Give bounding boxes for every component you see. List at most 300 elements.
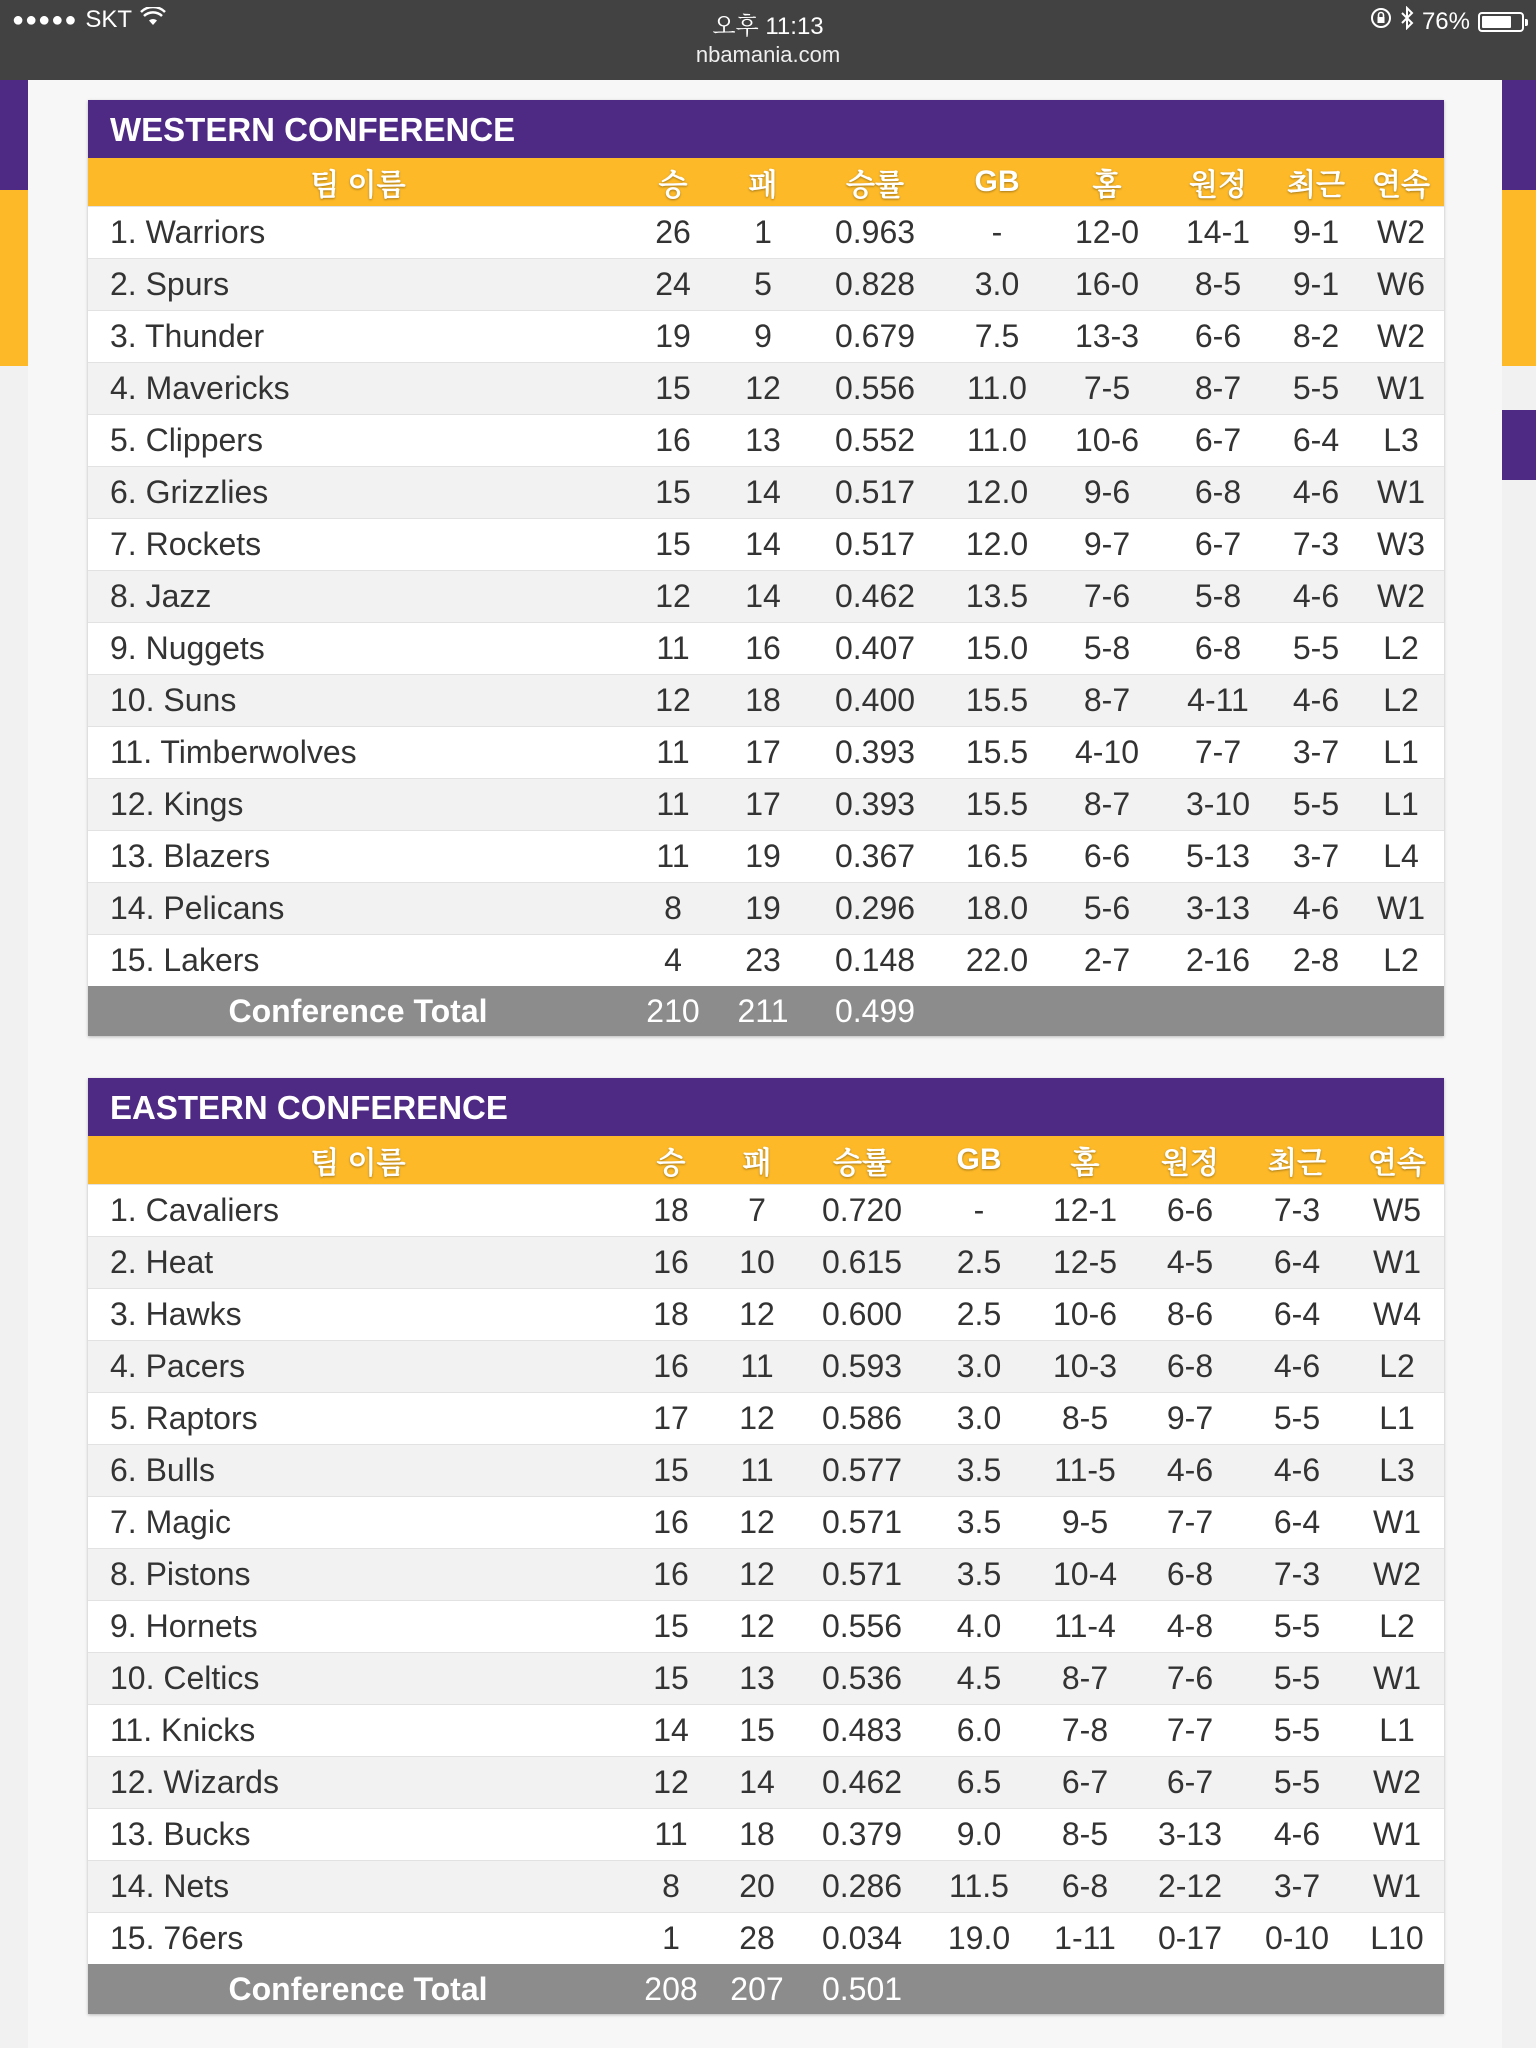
games-behind: 13.5	[965, 577, 1029, 614]
bluetooth-icon	[1400, 6, 1414, 37]
win-pct: 0.536	[821, 1659, 903, 1696]
away-record: 4-6	[1166, 1451, 1214, 1488]
eastern-total-row	[88, 1964, 1444, 2014]
team-name[interactable]: 14. Pelicans	[110, 889, 285, 926]
losses: 9	[754, 317, 772, 354]
losses: 16	[745, 629, 781, 666]
away-record: 0-17	[1157, 1919, 1223, 1956]
total-losses: 207	[730, 1970, 784, 2007]
last-10: 7-3	[1273, 1191, 1321, 1228]
games-behind: 15.5	[965, 785, 1029, 822]
win-pct: 0.462	[834, 577, 916, 614]
wins: 12	[655, 681, 691, 718]
team-row[interactable]	[88, 1704, 1444, 1756]
wins: 11	[654, 1815, 688, 1852]
last-10: 6-4	[1273, 1295, 1321, 1332]
games-behind: 2.5	[956, 1243, 1002, 1280]
away-record: 7-6	[1166, 1659, 1214, 1696]
team-row[interactable]	[88, 1652, 1444, 1704]
team-row[interactable]	[88, 1548, 1444, 1600]
home-record: 7-6	[1083, 577, 1131, 614]
status-bar	[0, 0, 1536, 80]
wins: 1	[662, 1919, 680, 1956]
header-streak[interactable]: 연속	[1372, 168, 1430, 202]
header-home[interactable]: 홈	[1070, 1146, 1100, 1180]
team-name[interactable]: 6. Grizzlies	[110, 473, 269, 510]
home-record: 5-8	[1083, 629, 1131, 666]
streak: L1	[1383, 785, 1419, 822]
battery-percent: 76%	[1421, 7, 1470, 35]
header-streak[interactable]: 연속	[1368, 1146, 1426, 1180]
total-win-pct: 0.499	[834, 992, 916, 1029]
header-wins[interactable]: 승	[658, 168, 688, 202]
games-behind: 3.5	[956, 1451, 1002, 1488]
header-losses[interactable]: 패	[748, 168, 778, 202]
team-name[interactable]: 3. Thunder	[110, 317, 265, 354]
losses: 20	[739, 1867, 775, 1904]
games-behind: 2.5	[956, 1295, 1002, 1332]
last-10: 4-6	[1273, 1347, 1321, 1384]
total-losses: 211	[737, 992, 789, 1029]
team-name[interactable]: 15. 76ers	[110, 1919, 244, 1956]
losses: 12	[739, 1399, 775, 1436]
wins: 16	[655, 421, 691, 458]
team-name[interactable]: 9. Hornets	[110, 1607, 258, 1644]
games-behind: 16.5	[965, 837, 1029, 874]
away-record: 4-11	[1187, 681, 1249, 718]
total-label: Conference Total	[228, 1970, 488, 2007]
away-record: 7-7	[1194, 733, 1242, 770]
away-record: 2-16	[1185, 941, 1251, 978]
last-10: 7-3	[1273, 1555, 1321, 1592]
team-name[interactable]: 3. Hawks	[110, 1295, 242, 1332]
streak: L1	[1383, 733, 1419, 770]
team-row[interactable]	[88, 1288, 1444, 1340]
win-pct: 0.963	[834, 213, 916, 250]
wins: 15	[655, 369, 691, 406]
win-pct: 0.517	[834, 525, 916, 562]
streak: W5	[1373, 1191, 1421, 1228]
win-pct: 0.407	[834, 629, 916, 666]
home-record: 5-6	[1083, 889, 1131, 926]
win-pct: 0.593	[821, 1347, 903, 1384]
team-name[interactable]: 5. Raptors	[110, 1399, 258, 1436]
losses: 13	[745, 421, 781, 458]
team-name[interactable]: 2. Spurs	[110, 265, 230, 302]
streak: L1	[1379, 1399, 1415, 1436]
away-record: 14-1	[1185, 213, 1251, 250]
home-record: 6-7	[1061, 1763, 1109, 1800]
games-behind: 19.0	[947, 1919, 1011, 1956]
home-record: 7-8	[1061, 1711, 1109, 1748]
win-pct: 0.571	[821, 1503, 903, 1540]
win-pct: 0.600	[821, 1295, 903, 1332]
western-standings-body	[88, 206, 1444, 986]
away-record: 3-10	[1185, 785, 1251, 822]
games-behind: 11.0	[967, 369, 1027, 406]
away-record: 8-6	[1166, 1295, 1214, 1332]
losses: 1	[754, 213, 772, 250]
losses: 12	[739, 1295, 775, 1332]
wins: 18	[653, 1191, 689, 1228]
losses: 15	[739, 1711, 775, 1748]
team-name[interactable]: 1. Warriors	[110, 213, 266, 250]
streak: W1	[1377, 889, 1425, 926]
streak: W2	[1377, 317, 1425, 354]
losses: 12	[739, 1607, 775, 1644]
home-record: 2-7	[1083, 941, 1131, 978]
streak: L3	[1383, 421, 1419, 458]
home-record: 8-5	[1061, 1815, 1109, 1852]
team-name[interactable]: 11. Timberwolves	[110, 733, 357, 770]
team-row[interactable]	[88, 1756, 1444, 1808]
last-10: 4-6	[1292, 889, 1340, 926]
home-record: 11-4	[1054, 1607, 1116, 1644]
streak: W2	[1377, 577, 1425, 614]
team-name[interactable]: 7. Rockets	[110, 525, 262, 562]
win-pct: 0.586	[821, 1399, 903, 1436]
last-10: 5-5	[1292, 785, 1340, 822]
total-win-pct: 0.501	[821, 1970, 903, 2007]
last-10: 8-2	[1292, 317, 1340, 354]
away-record: 6-8	[1166, 1347, 1214, 1384]
team-row[interactable]	[88, 1392, 1444, 1444]
team-row[interactable]	[88, 1184, 1444, 1236]
streak: W1	[1373, 1867, 1421, 1904]
wins: 11	[656, 837, 690, 874]
header-win-pct[interactable]: 승률	[833, 1146, 891, 1180]
team-name[interactable]: 13. Blazers	[110, 837, 271, 874]
team-name[interactable]: 7. Magic	[110, 1503, 231, 1540]
team-row[interactable]	[88, 310, 1444, 362]
away-record: 6-8	[1194, 473, 1242, 510]
team-name[interactable]: 10. Suns	[110, 681, 237, 718]
away-record: 8-5	[1194, 265, 1242, 302]
team-row[interactable]	[88, 362, 1444, 414]
streak: W1	[1373, 1503, 1421, 1540]
team-name[interactable]: 8. Jazz	[110, 577, 212, 614]
games-behind: 12.0	[965, 525, 1029, 562]
header-home[interactable]: 홈	[1092, 168, 1122, 202]
team-row[interactable]	[88, 1236, 1444, 1288]
total-wins: 210	[646, 992, 700, 1029]
wins: 8	[664, 889, 682, 926]
team-row[interactable]	[88, 466, 1444, 518]
team-row[interactable]	[88, 1808, 1444, 1860]
away-record: 4-8	[1166, 1607, 1214, 1644]
header-last10[interactable]: 최근	[1287, 168, 1345, 202]
western-conference-title: WESTERN CONFERENCE	[88, 100, 1444, 158]
home-record: 6-8	[1061, 1867, 1109, 1904]
losses: 11	[740, 1451, 774, 1488]
total-label: Conference Total	[228, 992, 488, 1029]
wins: 12	[655, 577, 691, 614]
win-pct: 0.552	[834, 421, 916, 458]
header-win-pct[interactable]: 승률	[846, 168, 904, 202]
streak: L1	[1379, 1711, 1415, 1748]
team-name[interactable]: 4. Mavericks	[110, 369, 290, 406]
header-gb[interactable]: GB	[956, 1142, 1002, 1176]
team-name[interactable]: 11. Knicks	[110, 1711, 256, 1748]
win-pct: 0.720	[821, 1191, 903, 1228]
last-10: 3-7	[1292, 733, 1340, 770]
away-record: 6-6	[1194, 317, 1242, 354]
last-10: 6-4	[1292, 421, 1340, 458]
team-name[interactable]: 1. Cavaliers	[110, 1191, 279, 1228]
win-pct: 0.571	[821, 1555, 903, 1592]
header-away[interactable]: 원정	[1161, 1146, 1219, 1180]
win-pct: 0.034	[821, 1919, 903, 1956]
wins: 15	[653, 1659, 689, 1696]
team-row[interactable]	[88, 518, 1444, 570]
last-10: 5-5	[1273, 1399, 1321, 1436]
last-10: 7-3	[1292, 525, 1340, 562]
last-10: 5-5	[1292, 629, 1340, 666]
away-record: 6-7	[1166, 1763, 1214, 1800]
streak: L2	[1383, 629, 1419, 666]
away-record: 3-13	[1185, 889, 1251, 926]
team-row[interactable]	[88, 1496, 1444, 1548]
header-team[interactable]: 팀 이름	[310, 1146, 406, 1180]
losses: 13	[739, 1659, 775, 1696]
away-record: 4-5	[1166, 1243, 1214, 1280]
team-name[interactable]: 13. Bucks	[110, 1815, 251, 1852]
header-row	[88, 158, 1444, 206]
streak: W1	[1373, 1815, 1421, 1852]
team-name[interactable]: 8. Pistons	[110, 1555, 251, 1592]
home-record: 8-7	[1083, 681, 1131, 718]
team-row[interactable]	[88, 778, 1444, 830]
games-behind: 22.0	[965, 941, 1029, 978]
team-name[interactable]: 5. Clippers	[110, 421, 263, 458]
losses: 12	[745, 369, 781, 406]
games-behind: 18.0	[965, 889, 1029, 926]
win-pct: 0.296	[834, 889, 916, 926]
team-row[interactable]	[88, 1600, 1444, 1652]
header-row	[88, 1136, 1444, 1184]
losses: 5	[754, 265, 772, 302]
wins: 17	[653, 1399, 689, 1436]
away-record: 8-7	[1194, 369, 1242, 406]
wins: 8	[662, 1867, 680, 1904]
home-record: 8-7	[1083, 785, 1131, 822]
home-record: 10-6	[1052, 1295, 1118, 1332]
team-row[interactable]	[88, 726, 1444, 778]
team-name[interactable]: 4. Pacers	[110, 1347, 246, 1384]
losses: 14	[745, 525, 781, 562]
home-record: 13-3	[1074, 317, 1140, 354]
home-record: 12-5	[1052, 1243, 1118, 1280]
games-behind: 15.5	[965, 733, 1029, 770]
win-pct: 0.379	[821, 1815, 903, 1852]
rotation-lock-icon	[1370, 7, 1392, 36]
win-pct: 0.615	[821, 1243, 903, 1280]
home-record: 9-5	[1061, 1503, 1109, 1540]
team-row[interactable]	[88, 934, 1444, 986]
games-behind: 4.0	[956, 1607, 1002, 1644]
games-behind: 9.0	[956, 1815, 1002, 1852]
losses: 18	[739, 1815, 775, 1852]
western-total-row	[88, 986, 1444, 1036]
team-name[interactable]: 6. Bulls	[110, 1451, 215, 1488]
last-10: 5-5	[1292, 369, 1340, 406]
team-name[interactable]: 15. Lakers	[110, 941, 260, 978]
losses: 10	[739, 1243, 775, 1280]
team-row[interactable]	[88, 258, 1444, 310]
losses: 23	[745, 941, 781, 978]
team-row[interactable]	[88, 882, 1444, 934]
home-record: 4-10	[1074, 733, 1140, 770]
streak: L2	[1383, 941, 1419, 978]
wins: 15	[655, 525, 691, 562]
win-pct: 0.148	[834, 941, 916, 978]
eastern-conference-table	[88, 1078, 1444, 2014]
status-right	[1370, 6, 1524, 37]
streak: L2	[1383, 681, 1419, 718]
wins: 11	[656, 629, 690, 666]
games-behind: 15.0	[965, 629, 1029, 666]
header-away[interactable]: 원정	[1189, 168, 1247, 202]
games-behind: 4.5	[956, 1659, 1002, 1696]
header-last10[interactable]: 최근	[1268, 1146, 1326, 1180]
last-10: 4-6	[1292, 577, 1340, 614]
losses: 19	[745, 837, 781, 874]
games-behind: 6.0	[956, 1711, 1002, 1748]
games-behind: 7.5	[974, 317, 1020, 354]
wins: 19	[655, 317, 691, 354]
wins: 16	[653, 1347, 689, 1384]
streak: W2	[1373, 1763, 1421, 1800]
last-10: 9-1	[1292, 213, 1340, 250]
team-name[interactable]: 14. Nets	[110, 1867, 230, 1904]
eastern-standings-body	[88, 1184, 1444, 1964]
losses: 19	[745, 889, 781, 926]
away-record: 5-13	[1185, 837, 1251, 874]
last-10: 5-5	[1273, 1607, 1321, 1644]
last-10: 9-1	[1292, 265, 1340, 302]
losses: 14	[739, 1763, 775, 1800]
carrier-label: SKT	[85, 6, 133, 33]
home-record: 10-3	[1052, 1347, 1118, 1384]
address-bar-url[interactable]: nbamania.com	[695, 42, 841, 67]
team-name[interactable]: 12. Kings	[110, 785, 244, 822]
wins: 11	[656, 733, 690, 770]
team-row[interactable]	[88, 206, 1444, 258]
streak: W1	[1377, 473, 1425, 510]
losses: 17	[745, 785, 781, 822]
losses: 18	[745, 681, 781, 718]
win-pct: 0.286	[821, 1867, 903, 1904]
last-10: 0-10	[1264, 1919, 1330, 1956]
losses: 14	[745, 473, 781, 510]
team-row[interactable]	[88, 1860, 1444, 1912]
last-10: 5-5	[1273, 1711, 1321, 1748]
games-behind: 3.0	[974, 265, 1020, 302]
away-record: 6-8	[1166, 1555, 1214, 1592]
team-name[interactable]: 12. Wizards	[110, 1763, 279, 1800]
win-pct: 0.679	[834, 317, 916, 354]
total-wins: 208	[644, 1970, 698, 2007]
games-behind: -	[991, 213, 1003, 250]
streak: W2	[1373, 1555, 1421, 1592]
streak: L3	[1379, 1451, 1415, 1488]
away-record: 6-8	[1194, 629, 1242, 666]
last-10: 4-6	[1273, 1815, 1321, 1852]
games-behind: 3.0	[956, 1399, 1002, 1436]
team-row[interactable]	[88, 414, 1444, 466]
team-row[interactable]	[88, 1912, 1444, 1964]
losses: 17	[745, 733, 781, 770]
team-name[interactable]: 2. Heat	[110, 1243, 214, 1280]
header-team[interactable]: 팀 이름	[310, 168, 406, 202]
streak: W3	[1377, 525, 1425, 562]
header-losses[interactable]: 패	[742, 1146, 772, 1180]
clock: 오후 11:13	[712, 13, 824, 40]
battery-fill	[1482, 16, 1511, 28]
wins: 16	[653, 1243, 689, 1280]
streak: W1	[1373, 1659, 1421, 1696]
away-record: 5-8	[1194, 577, 1242, 614]
team-row[interactable]	[88, 830, 1444, 882]
games-behind: 3.5	[956, 1503, 1002, 1540]
last-10: 4-6	[1292, 681, 1340, 718]
win-pct: 0.556	[821, 1607, 903, 1644]
last-10: 4-6	[1292, 473, 1340, 510]
streak: L2	[1379, 1347, 1415, 1384]
team-row[interactable]	[88, 1444, 1444, 1496]
losses: 12	[739, 1555, 775, 1592]
games-behind: 11.5	[949, 1867, 1009, 1904]
team-row[interactable]	[88, 1340, 1444, 1392]
signal-strength-icon: ●●●●●	[12, 8, 78, 31]
home-record: 8-5	[1061, 1399, 1109, 1436]
team-name[interactable]: 10. Celtics	[110, 1659, 260, 1696]
games-behind: 3.5	[956, 1555, 1002, 1592]
team-name[interactable]: 9. Nuggets	[110, 629, 265, 666]
streak: L10	[1370, 1919, 1424, 1956]
losses: 12	[739, 1503, 775, 1540]
team-row[interactable]	[88, 570, 1444, 622]
last-10: 6-4	[1273, 1243, 1321, 1280]
wins: 11	[656, 785, 690, 822]
home-record: 10-6	[1074, 421, 1140, 458]
last-10: 2-8	[1292, 941, 1340, 978]
header-gb[interactable]: GB	[974, 164, 1020, 198]
away-record: 6-7	[1194, 421, 1242, 458]
last-10: 5-5	[1273, 1659, 1321, 1696]
win-pct: 0.556	[834, 369, 916, 406]
streak: W1	[1377, 369, 1425, 406]
away-record: 7-7	[1166, 1711, 1214, 1748]
home-record: 11-5	[1054, 1451, 1116, 1488]
last-10: 5-5	[1273, 1763, 1321, 1800]
wins: 16	[653, 1503, 689, 1540]
header-wins[interactable]: 승	[656, 1146, 686, 1180]
win-pct: 0.517	[834, 473, 916, 510]
team-row[interactable]	[88, 674, 1444, 726]
streak: W6	[1377, 265, 1425, 302]
streak: L2	[1379, 1607, 1415, 1644]
away-record: 9-7	[1166, 1399, 1214, 1436]
team-row[interactable]	[88, 622, 1444, 674]
win-pct: 0.367	[834, 837, 916, 874]
win-pct: 0.393	[834, 733, 916, 770]
win-pct: 0.462	[821, 1763, 903, 1800]
win-pct: 0.393	[834, 785, 916, 822]
wins: 18	[653, 1295, 689, 1332]
home-record: 16-0	[1074, 265, 1140, 302]
wins: 12	[653, 1763, 689, 1800]
